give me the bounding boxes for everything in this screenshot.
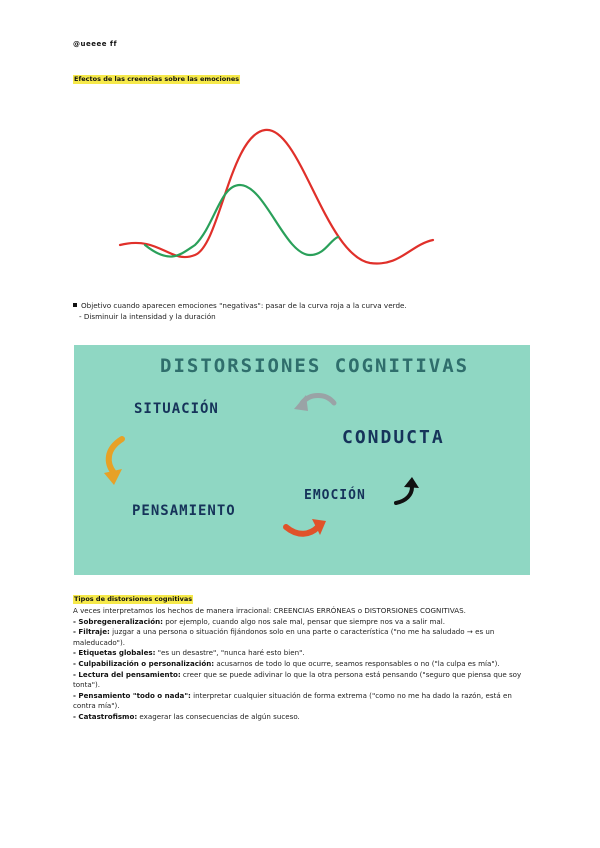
distortions-text: [73, 606, 523, 723]
intro-paragraph: A veces interpretamos los hechos de manera irracional: CREENCIAS ERRÓNEAS o DISTORSIONES COGNITIVAS.: [73, 606, 466, 615]
objective-subline: - Disminuir la intensidad y la duración: [79, 312, 216, 321]
section-heading-types: Tipos de distorsiones cognitivas: [74, 595, 193, 603]
objective-note: [73, 300, 407, 322]
cognitive-distortions-diagram: [74, 345, 530, 575]
list-item: - Pensamiento "todo o nada": interpretar cualquier situación de forma extrema ("como no me ha dado la razón, está en contra mía").: [73, 690, 512, 711]
label-situacion: SITUACIÓN: [134, 401, 219, 417]
grey-curved-arrow-icon: [288, 389, 340, 419]
list-item: - Etiquetas globales: "es un desastre", "nunca haré esto bien".: [73, 648, 305, 658]
bullet-icon: [73, 303, 77, 307]
list-item: - Filtraje: juzgar a una persona o situación fijándonos solo en una parte o característica ("no me ha saludado → es un maleducado").: [73, 627, 495, 647]
red-curve: [120, 130, 433, 264]
list-item: - Sobregeneralización: por ejemplo, cuando algo nos sale mal, pensar que siempre nos va a salir mal.: [73, 616, 445, 626]
list-item: - Lectura del pensamiento: creer que se puede adivinar lo que la otra persona está pensando ("seguro que piensa que soy tonta").: [73, 669, 522, 690]
list-item: - Culpabilización o personalización: acusarnos de todo lo que ocurre, seamos responsables o no ("la culpa es mía").: [73, 658, 500, 668]
orange-curved-arrow-icon: [100, 433, 130, 488]
label-pensamiento: PENSAMIENTO: [132, 503, 236, 519]
objective-line: Objetivo cuando aparecen emociones "negativas": pasar de la curva roja a la curva verde.: [81, 301, 407, 310]
red-curved-arrow-icon: [280, 513, 330, 541]
label-emocion: EMOCIÓN: [304, 488, 366, 503]
section-heading-effects: Efectos de las creencias sobre las emociones: [74, 75, 240, 83]
green-curve: [145, 185, 338, 257]
diagram-title: DISTORSIONES COGNITIVAS: [160, 355, 470, 377]
list-item: - Catastrofismo: exagerar las consecuencias de algún suceso.: [73, 711, 300, 721]
black-curved-arrow-icon: [392, 475, 422, 509]
label-conducta: CONDUCTA: [342, 427, 445, 448]
author-handle: @ueeee ff: [73, 40, 118, 48]
emotion-curves-illustration: [100, 105, 490, 285]
